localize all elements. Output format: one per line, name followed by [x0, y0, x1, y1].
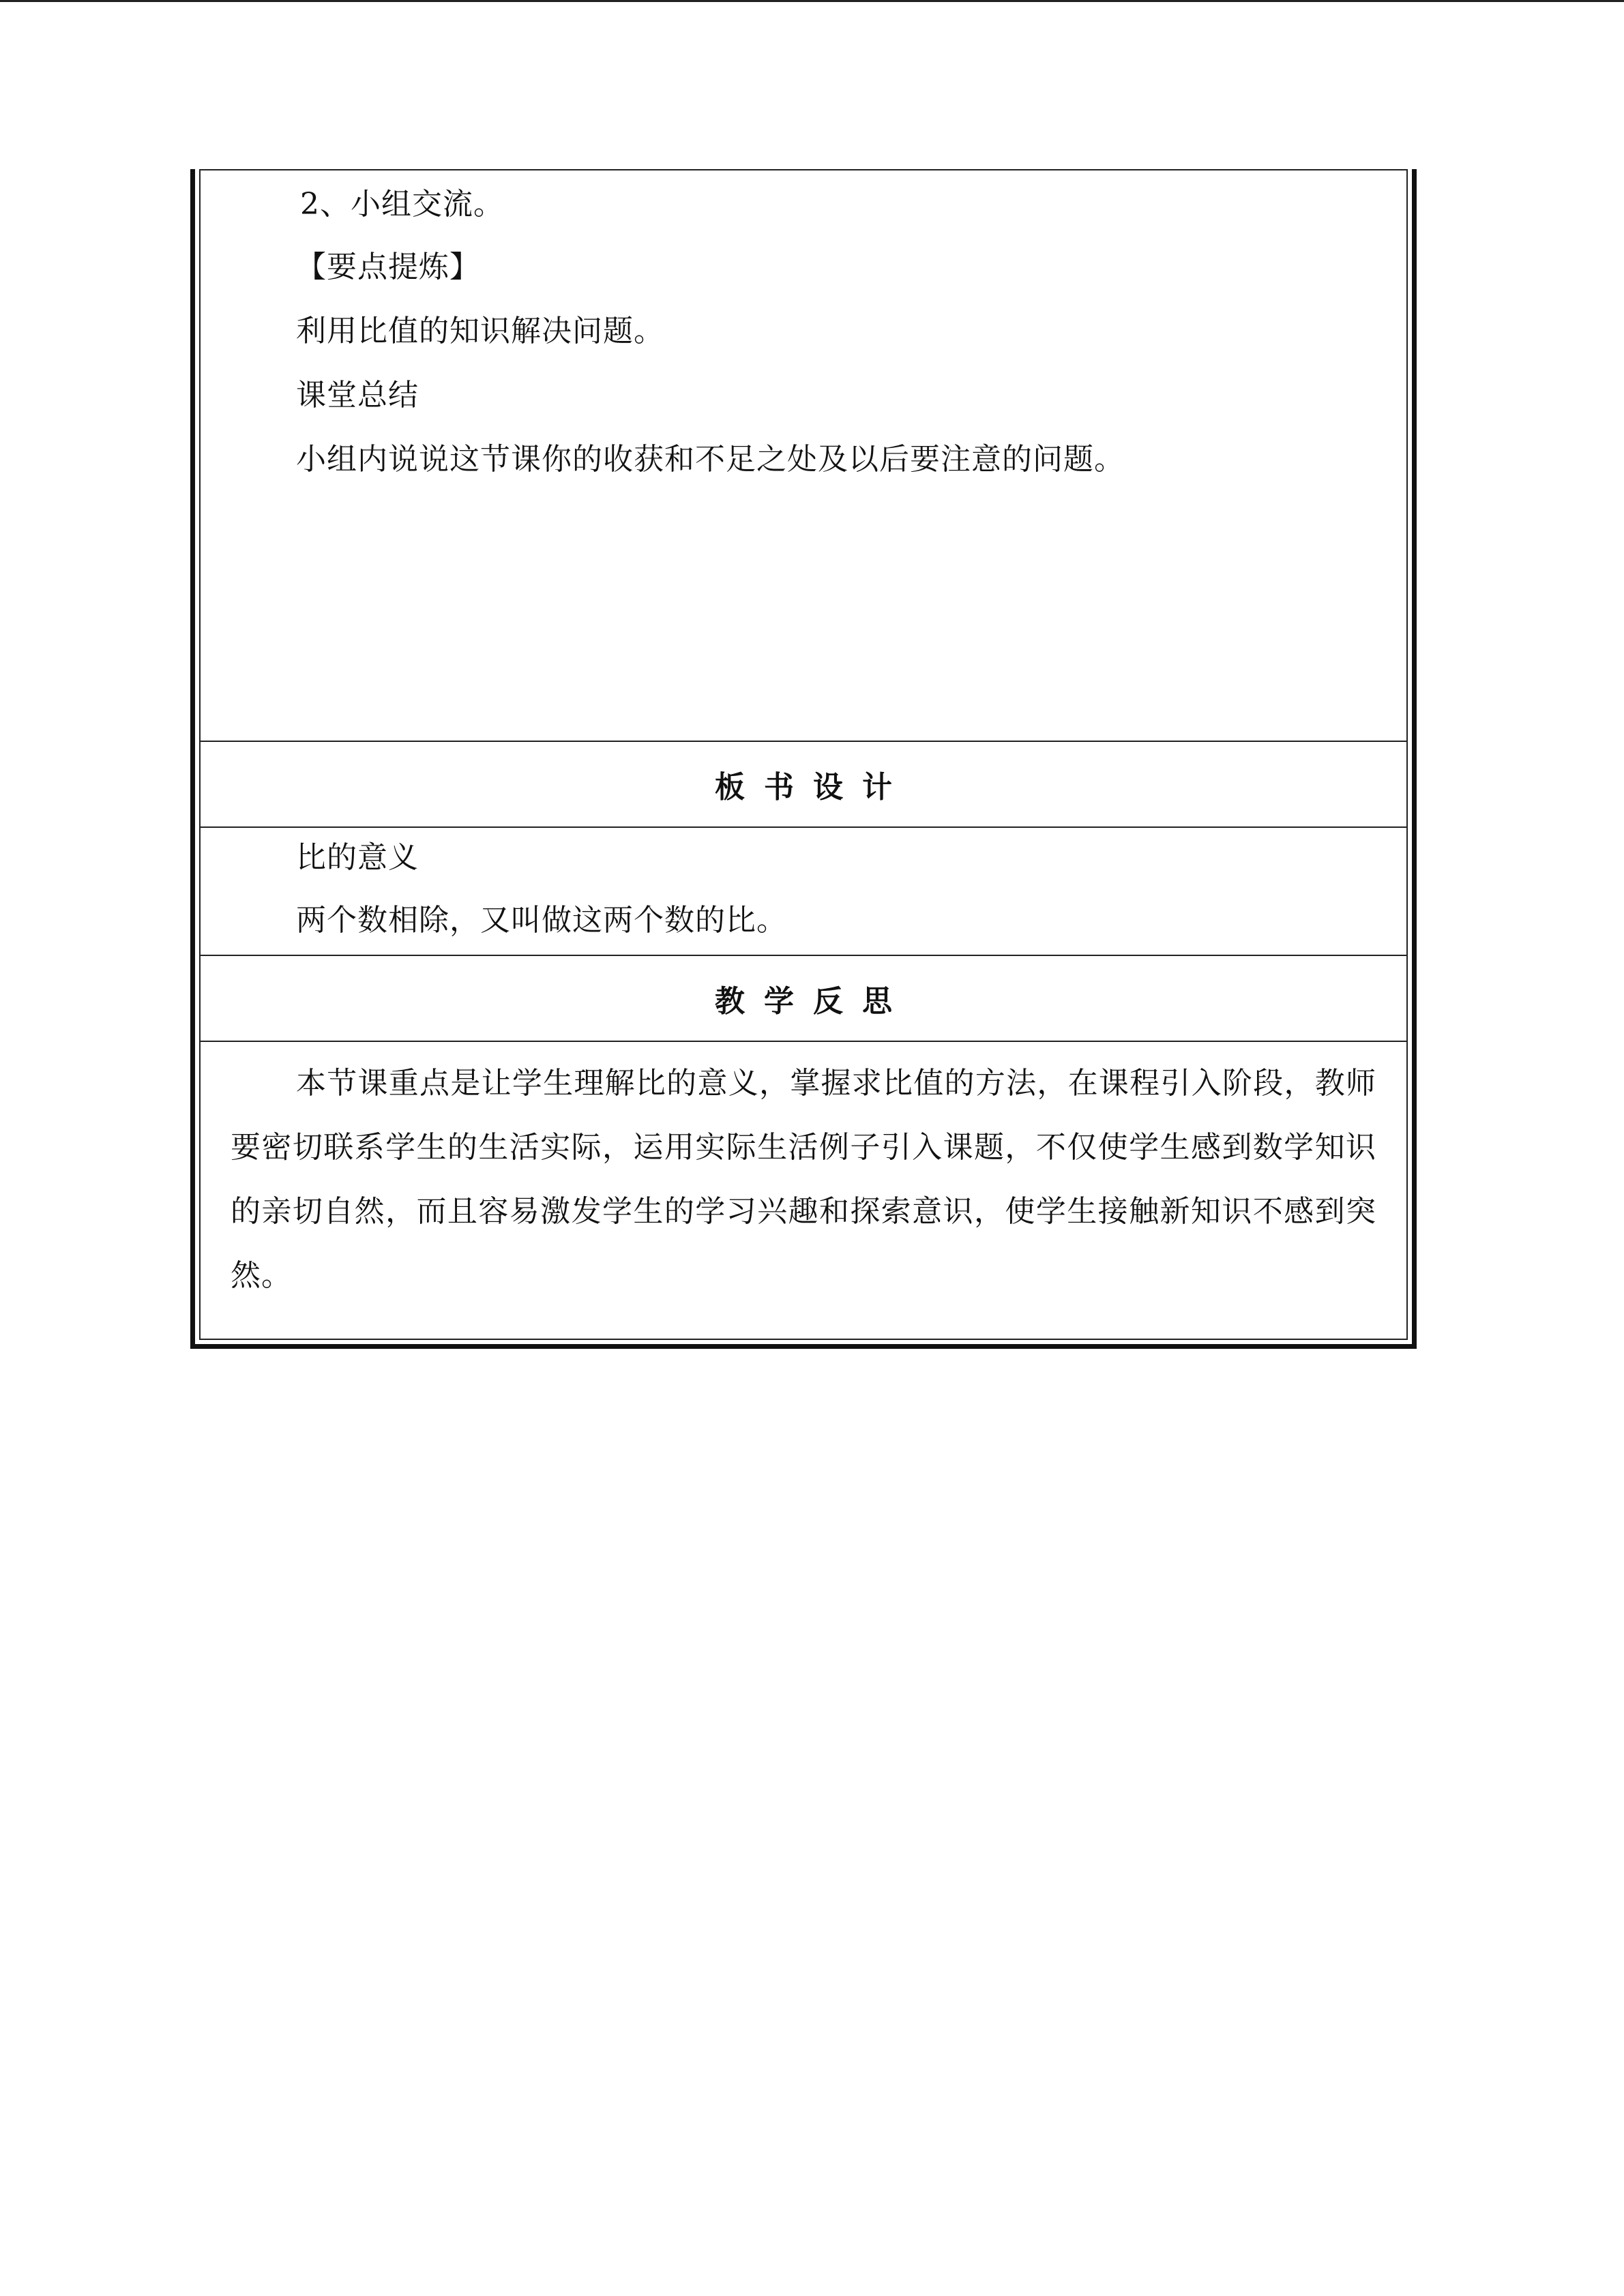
lesson-line-key-points: 【要点提炼】 [296, 250, 480, 284]
board-line-title: 比的意义 [296, 840, 419, 875]
table-inner-border [199, 169, 1408, 1340]
board-design-cell [201, 828, 1406, 956]
reflection-paragraph: 本节课重点是让学生理解比的意义，掌握求比值的方法，在课程引入阶段，教师要密切联系学生的生活实际，运用实际生活例子引入课题，不仅使学生感到数学知识的亲切自然，而且容易激发学生的学习兴趣和探索意识，使学生接触新知识不感到突然。 [231, 1066, 1376, 1293]
lesson-line-group-reflection: 小组内说说这节课你的收获和不足之处及以后要注意的问题。 [296, 442, 1125, 477]
reflection-heading: 教学反思 [715, 984, 911, 1019]
reflection-header-cell [201, 956, 1406, 1042]
reflection-cell [201, 1042, 1406, 1339]
lesson-process-cell [201, 170, 1406, 742]
board-line-definition: 两个数相除，又叫做这两个数的比。 [296, 903, 787, 938]
board-design-heading: 板书设计 [715, 770, 911, 805]
lesson-plan-table [190, 169, 1417, 1349]
board-design-header-cell [201, 742, 1406, 828]
page-top-rule [0, 0, 1624, 2]
lesson-line-summary: 课堂总结 [296, 378, 419, 413]
lesson-line-group-exchange: 2、小组交流。 [300, 187, 504, 222]
lesson-line-ratio-use: 利用比值的知识解决问题。 [296, 314, 664, 348]
